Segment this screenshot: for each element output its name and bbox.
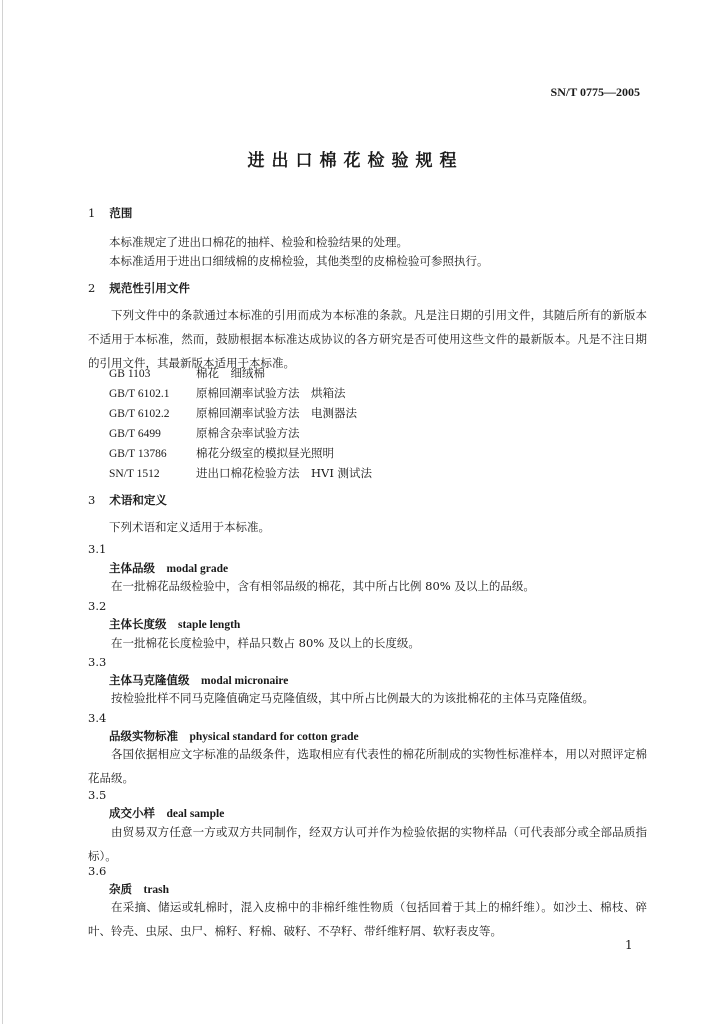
section-3-intro: 下列术语和定义适用于本标准。 [109, 520, 270, 534]
reference-code: GB 1103 [109, 368, 151, 380]
reference-item [109, 383, 346, 404]
term-definition: 由贸易双方任意一方或双方共同制作，经双方认可并作为检验依据的实物样品（可代表部分或全部品质指标）。 [88, 825, 647, 863]
section-2-heading [88, 278, 190, 298]
term-en: modal grade [166, 563, 229, 575]
term-en: modal micronaire [201, 675, 289, 687]
reference-code: GB/T 6499 [109, 428, 161, 440]
section-3-number: 3 [88, 493, 96, 507]
term-zh: 主体马克隆值级 [109, 673, 190, 687]
reference-code: GB/T 13786 [109, 448, 167, 460]
term-en: physical standard for cotton grade [189, 731, 359, 743]
term-en: trash [143, 884, 170, 896]
reference-item [109, 443, 334, 464]
reference-item [109, 463, 372, 484]
term-zh: 品级实物标准 [109, 729, 178, 743]
section-2-title: 规范性引用文件 [109, 281, 190, 295]
reference-item [109, 363, 265, 384]
term-zh: 主体长度级 [109, 617, 167, 631]
term-number: 3.1 [88, 542, 107, 556]
reference-name: 棉花分级室的模拟昼光照明 [196, 446, 334, 460]
term-number: 3.2 [88, 599, 107, 613]
term-zh: 主体品级 [109, 561, 155, 575]
reference-name: 原棉回潮率试验方法 烘箱法 [196, 386, 346, 400]
section-2-paragraph: 下列文件中的条款通过本标准的引用而成为本标准的条款。凡是注日期的引用文件，其随后所有的新版本不适用于本标准，然而，鼓励根据本标准达成协议的各方研究是否可使用这些文件的最新版本。凡是不注日期的引用文件，其最新版本适用于本标准。 [88, 308, 647, 370]
term-number: 3.3 [88, 655, 107, 669]
reference-code: GB/T 6102.2 [109, 408, 170, 420]
reference-code: GB/T 6102.1 [109, 388, 170, 400]
reference-name: 棉花 细绒棉 [196, 366, 265, 380]
term-number: 3.6 [88, 864, 107, 878]
page-number: 1 [625, 938, 633, 952]
term-definition: 在一批棉花长度检验中，样品只数占 80% 及以上的长度级。 [111, 636, 420, 650]
term-definition: 按检验批样不同马克隆值确定马克隆值级，其中所占比例最大的为该批棉花的主体马克隆值级。 [111, 691, 594, 705]
reference-name: 进出口棉花检验方法 HVI 测试法 [196, 466, 373, 480]
reference-name: 原棉回潮率试验方法 电测器法 [196, 406, 357, 420]
section-2-number: 2 [88, 281, 96, 295]
section-1-line-2: 本标准适用于进出口细绒棉的皮棉检验，其他类型的皮棉检验可参照执行。 [109, 254, 489, 268]
reference-name: 原棉含杂率试验方法 [196, 426, 300, 440]
term-definition: 在一批棉花品级检验中，含有相邻品级的棉花，其中所占比例 80% 及以上的品级。 [111, 579, 535, 593]
term-en: staple length [178, 619, 241, 631]
term-zh: 成交小样 [109, 806, 155, 820]
term-number: 3.4 [88, 711, 107, 725]
section-1-heading [88, 203, 132, 223]
standard-number: SN/T 0775—2005 [550, 85, 640, 99]
term-number: 3.5 [88, 788, 107, 802]
section-1-title: 范围 [109, 206, 133, 220]
section-3-heading [88, 490, 167, 510]
term-definition: 在采摘、储运或轧棉时，混入皮棉中的非棉纤维性物质（包括回着于其上的棉纤维）。如沙土、棉枝、碎叶、铃壳、虫尿、虫尸、棉籽、籽棉、破籽、不孕籽、带纤维籽屑、软籽表皮等。 [88, 900, 647, 938]
section-1-line-1: 本标准规定了进出口棉花的抽样、检验和检验结果的处理。 [109, 235, 408, 249]
document-title: 进出口棉花检验规程 [247, 151, 464, 171]
term-zh: 杂质 [109, 882, 132, 896]
reference-item [109, 423, 300, 444]
reference-code: SN/T 1512 [109, 468, 160, 480]
section-1-number: 1 [88, 206, 96, 220]
term-definition: 各国依据相应文字标准的品级条件，选取相应有代表性的棉花所制成的实物性标准样本，用以对照评定棉花品级。 [88, 747, 647, 785]
section-3-title: 术语和定义 [109, 493, 167, 507]
reference-item [109, 403, 357, 424]
term-en: deal sample [166, 808, 225, 820]
